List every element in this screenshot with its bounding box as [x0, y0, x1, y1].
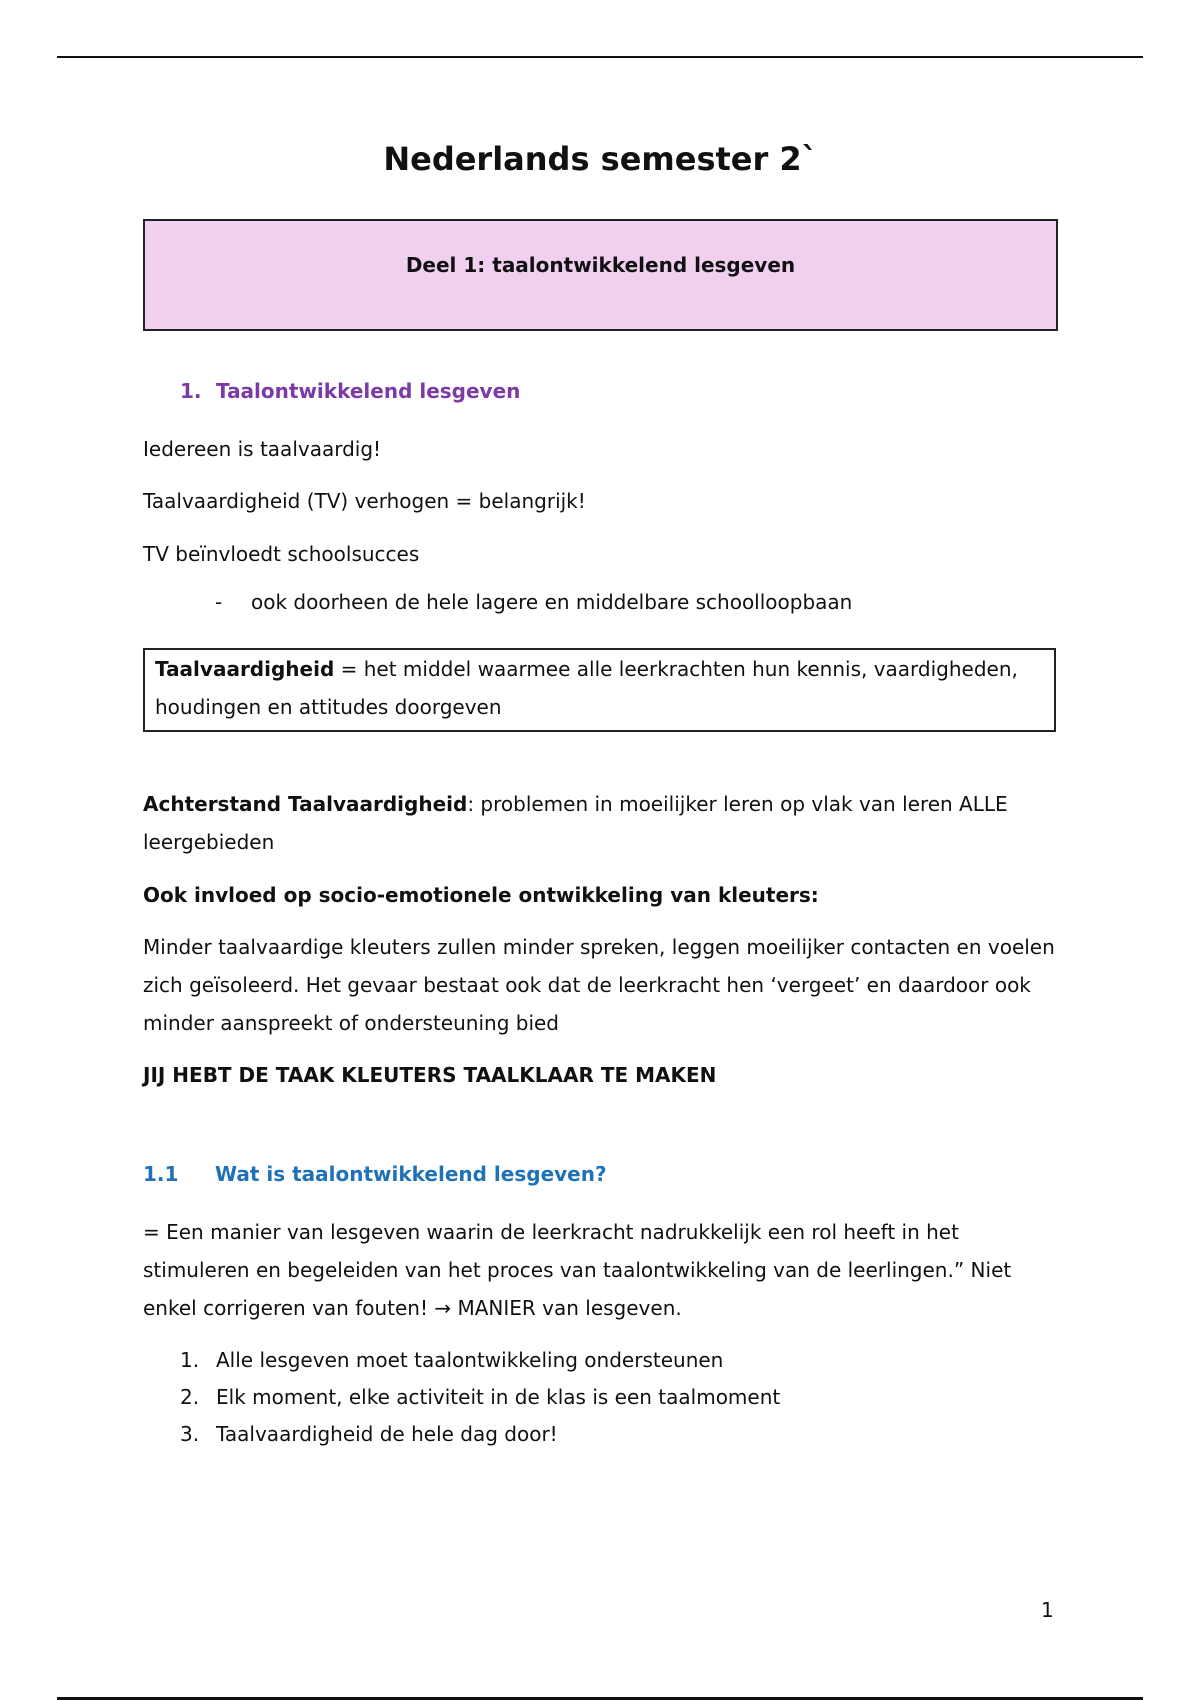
section-1-1-title: Wat is taalontwikkelend lesgeven? — [215, 1162, 607, 1186]
paragraph-2: Taalvaardigheid (TV) verhogen = belangrijk! — [143, 489, 586, 513]
definition-box — [143, 648, 1056, 732]
achterstand-text: : problemen in moeilijker leren op vlak van leren ALLE leergebieden — [143, 792, 1008, 854]
socio-heading: Ook invloed op socio-emotionele ontwikkeling van kleuters: — [143, 883, 819, 907]
page-number: 1 — [1041, 1598, 1054, 1622]
section-1-number: 1. — [180, 379, 202, 403]
section-1-1-paragraph: = Een manier van lesgeven waarin de leerkracht nadrukkelijk een rol heeft in het stimuleren en begeleiden van het proces van taalontwikkeling van de leerlingen.” Niet enkel corrigeren van fouten! → MANIER van lesgeven. — [143, 1220, 1012, 1320]
list-item-text: Alle lesgeven moet taalontwikkeling ondersteunen — [216, 1348, 724, 1372]
list-item — [180, 1348, 723, 1372]
paragraph-1: Iedereen is taalvaardig! — [143, 437, 382, 461]
list-item — [180, 1385, 780, 1409]
bullet-text: ook doorheen de hele lagere en middelbare schoolloopbaan — [251, 590, 853, 614]
section-1-title: Taalontwikkelend lesgeven — [216, 379, 521, 403]
definition-term: Taalvaardigheid — [155, 657, 335, 681]
definition-text: = het middel waarmee alle leerkrachten hun kennis, vaardigheden, houdingen en attitudes doorgeven — [155, 657, 1018, 719]
caps-statement: JIJ HEBT DE TAAK KLEUTERS TAALKLAAR TE MAKEN — [143, 1063, 717, 1087]
section-1-1-number: 1.1 — [143, 1162, 179, 1186]
achterstand-paragraph — [143, 785, 1058, 861]
paragraph-3: TV beïnvloedt schoolsucces — [143, 542, 420, 566]
list-item-text: Elk moment, elke activiteit in de klas is een taalmoment — [216, 1385, 781, 1409]
section-1-heading — [180, 379, 520, 403]
bullet-marker: - — [215, 590, 223, 614]
list-item-number: 2. — [180, 1385, 200, 1409]
top-rule — [57, 56, 1143, 58]
part-heading-box — [143, 219, 1058, 331]
list-item-number: 1. — [180, 1348, 200, 1372]
list-item-number: 3. — [180, 1422, 200, 1446]
list-item — [180, 1422, 558, 1446]
list-item-text: Taalvaardigheid de hele dag door! — [216, 1422, 558, 1446]
part-heading: Deel 1: taalontwikkelend lesgeven — [405, 253, 796, 277]
socio-paragraph: Minder taalvaardige kleuters zullen minder spreken, leggen moeilijker contacten en voelen zich geïsoleerd. Het gevaar bestaat ook dat de leerkracht hen ‘vergeet’ en daardoor ook minder aanspreekt of ondersteuning bied — [143, 935, 1055, 1035]
achterstand-term: Achterstand Taalvaardigheid — [143, 792, 468, 816]
section-1-1-heading — [143, 1162, 607, 1186]
document-title: Nederlands semester 2` — [383, 140, 818, 178]
